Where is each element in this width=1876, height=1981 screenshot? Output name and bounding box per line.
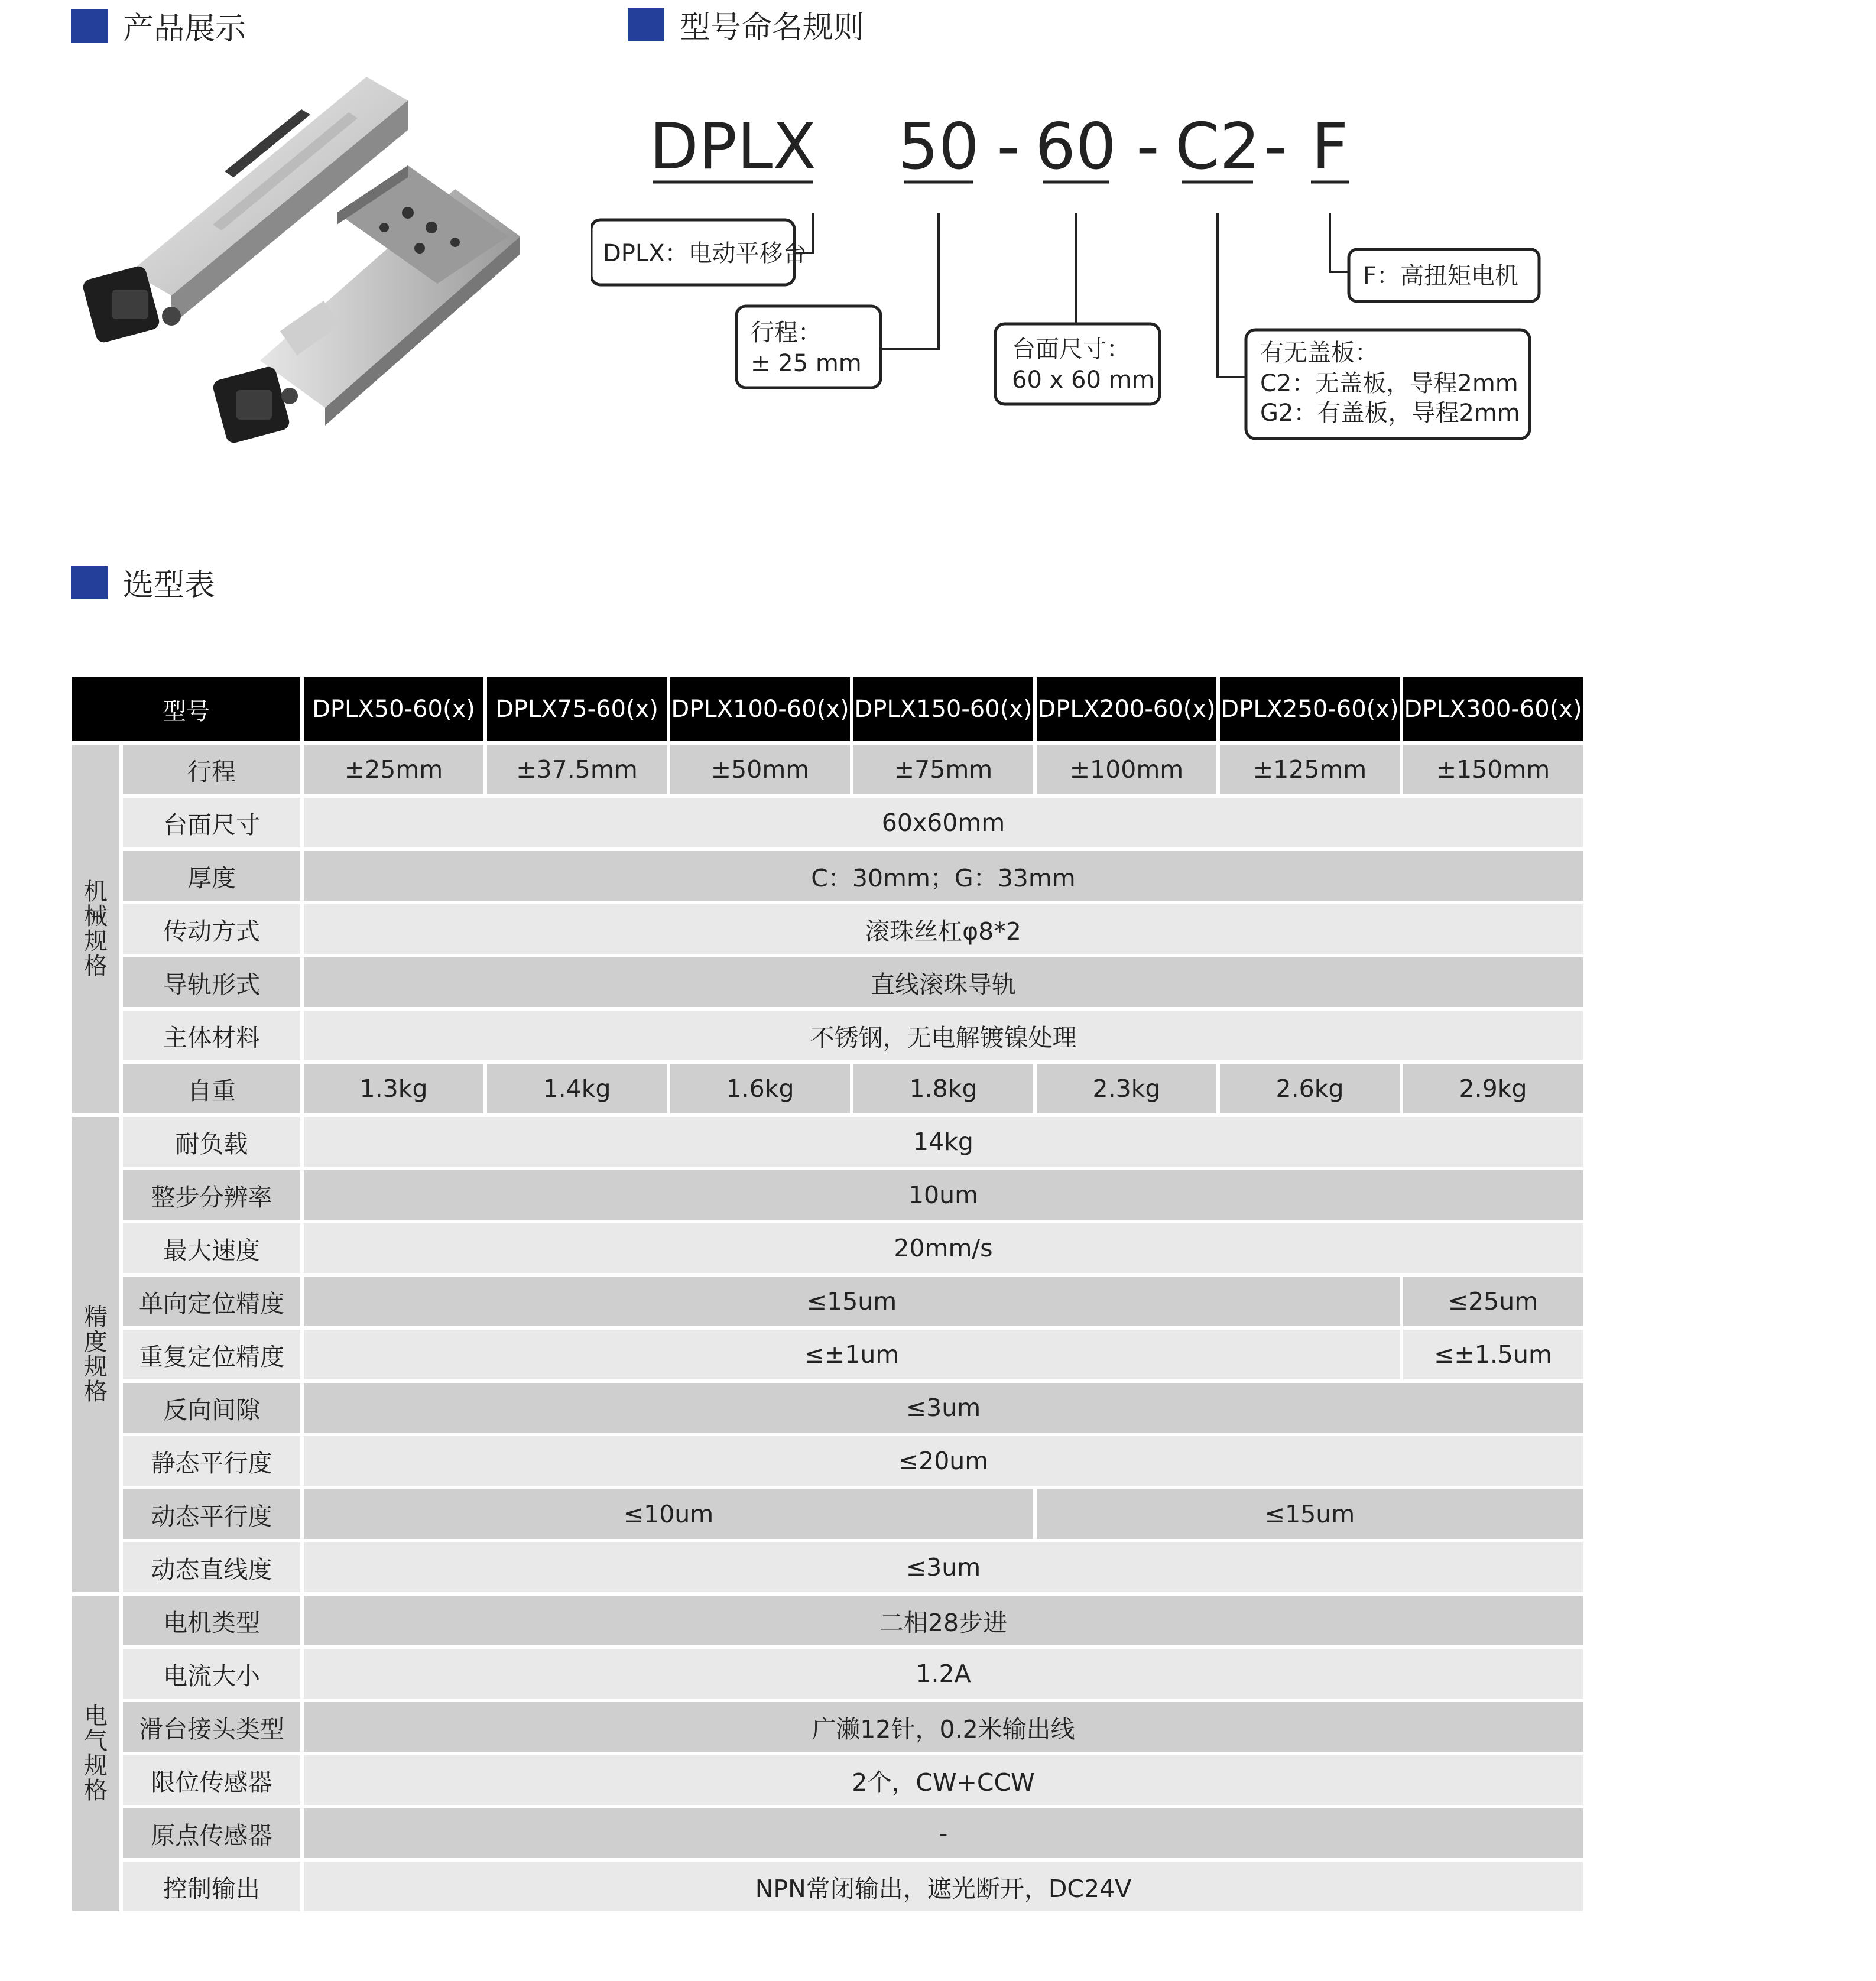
param-value: 20mm/s bbox=[304, 1223, 1583, 1273]
table-row bbox=[72, 1436, 1583, 1486]
group-label-text: 精度规格 bbox=[84, 1304, 108, 1405]
param-name: 单向定位精度 bbox=[123, 1277, 300, 1326]
table-body bbox=[72, 745, 1583, 1911]
param-name: 主体材料 bbox=[123, 1011, 300, 1060]
header-model: DPLX200-60(x) bbox=[1037, 677, 1216, 741]
param-value: NPN常闭输出，遮光断开，DC24V bbox=[304, 1862, 1583, 1911]
group-label bbox=[72, 745, 119, 1113]
param-name: 控制输出 bbox=[123, 1862, 300, 1911]
param-value: 14kg bbox=[304, 1117, 1583, 1167]
param-name: 传动方式 bbox=[123, 904, 300, 954]
box-size-line: 台面尺寸： bbox=[1012, 336, 1130, 363]
table-row bbox=[72, 1330, 1583, 1379]
table-row bbox=[72, 798, 1583, 847]
param-value: ≤±1um bbox=[304, 1330, 1400, 1379]
param-name: 动态直线度 bbox=[123, 1542, 300, 1592]
param-name: 反向间隙 bbox=[123, 1383, 300, 1433]
param-value: 10um bbox=[304, 1170, 1583, 1220]
param-value: 1.2A bbox=[304, 1649, 1583, 1699]
param-name: 限位传感器 bbox=[123, 1755, 300, 1805]
header-model: DPLX250-60(x) bbox=[1220, 677, 1400, 741]
table-row bbox=[72, 1702, 1583, 1752]
header-model: DPLX75-60(x) bbox=[487, 677, 667, 741]
param-name: 静态平行度 bbox=[123, 1436, 300, 1486]
table-row bbox=[72, 904, 1583, 954]
param-value: 1.8kg bbox=[853, 1064, 1033, 1113]
segment-motor: F bbox=[1311, 110, 1349, 184]
param-value: 2.6kg bbox=[1220, 1064, 1400, 1113]
header-model: DPLX300-60(x) bbox=[1403, 677, 1583, 741]
param-name: 滑台接头类型 bbox=[123, 1702, 300, 1752]
box-cover-line: G2：有盖板，导程2mm bbox=[1260, 400, 1520, 427]
param-name: 厚度 bbox=[123, 851, 300, 901]
param-value: ≤±1.5um bbox=[1403, 1330, 1583, 1379]
param-value: 广濑12针，0.2米输出线 bbox=[304, 1702, 1583, 1752]
segment-stroke: 50 bbox=[898, 110, 979, 184]
param-name: 电机类型 bbox=[123, 1596, 300, 1645]
param-value: ±25mm bbox=[304, 745, 483, 794]
param-value: ≤15um bbox=[304, 1277, 1400, 1326]
segment-size: 60 bbox=[1035, 110, 1116, 184]
param-value: ±75mm bbox=[853, 745, 1033, 794]
param-name: 最大速度 bbox=[123, 1223, 300, 1273]
section-title: 型号命名规则 bbox=[680, 10, 865, 46]
table-header-row bbox=[72, 677, 1583, 741]
table-row bbox=[72, 745, 1583, 794]
param-value: ≤25um bbox=[1403, 1277, 1583, 1326]
param-value: 不锈钢，无电解镀镍处理 bbox=[304, 1011, 1583, 1060]
header-model: DPLX150-60(x) bbox=[853, 677, 1033, 741]
box-stroke-line: ± 25 mm bbox=[751, 350, 862, 377]
header-model: DPLX50-60(x) bbox=[304, 677, 483, 741]
param-value: 1.3kg bbox=[304, 1064, 483, 1113]
header-model: DPLX100-60(x) bbox=[670, 677, 850, 741]
box-stroke-line: 行程： bbox=[751, 319, 822, 346]
table-row bbox=[72, 1755, 1583, 1805]
param-value: ±37.5mm bbox=[487, 745, 667, 794]
box-series-line: DPLX：电动平移台 bbox=[603, 240, 807, 267]
param-value: C：30mm；G：33mm bbox=[304, 851, 1583, 901]
section-marker bbox=[71, 566, 108, 599]
segment-separator: - bbox=[1136, 110, 1160, 184]
group-label-text: 电气规格 bbox=[84, 1703, 108, 1804]
table-row bbox=[72, 1277, 1583, 1326]
param-value: 2.3kg bbox=[1037, 1064, 1216, 1113]
segment-separator: - bbox=[997, 110, 1020, 184]
box-cover-line: 有无盖板： bbox=[1260, 339, 1378, 366]
param-name: 重复定位精度 bbox=[123, 1330, 300, 1379]
header-model-label: 型号 bbox=[72, 677, 300, 741]
param-value: 2.9kg bbox=[1403, 1064, 1583, 1113]
table-row bbox=[72, 957, 1583, 1007]
section-title: 产品展示 bbox=[123, 11, 246, 47]
param-value: ≤20um bbox=[304, 1436, 1583, 1486]
param-name: 整步分辨率 bbox=[123, 1170, 300, 1220]
selection-table bbox=[69, 674, 1586, 1915]
group-label bbox=[72, 1596, 119, 1911]
table-row bbox=[72, 1064, 1583, 1113]
param-value: 1.4kg bbox=[487, 1064, 667, 1113]
param-value: 直线滚珠导轨 bbox=[304, 957, 1583, 1007]
segment-cover: C2 bbox=[1174, 110, 1261, 184]
box-motor-line: F：高扭矩电机 bbox=[1363, 262, 1519, 290]
table-row bbox=[72, 1383, 1583, 1433]
table-row bbox=[72, 1117, 1583, 1167]
box-size-line: 60 x 60 mm bbox=[1012, 366, 1155, 394]
section-heading-naming bbox=[628, 2, 864, 47]
param-name: 行程 bbox=[123, 745, 300, 794]
param-name: 台面尺寸 bbox=[123, 798, 300, 847]
table-row bbox=[72, 1649, 1583, 1699]
param-name: 电流大小 bbox=[123, 1649, 300, 1699]
param-value: 二相28步进 bbox=[304, 1596, 1583, 1645]
param-value: - bbox=[304, 1808, 1583, 1858]
group-label-text: 机械规格 bbox=[84, 878, 108, 980]
group-label bbox=[72, 1117, 119, 1592]
table-row bbox=[72, 1542, 1583, 1592]
table-row bbox=[72, 851, 1583, 901]
param-value: ±50mm bbox=[670, 745, 850, 794]
param-name: 耐负载 bbox=[123, 1117, 300, 1167]
param-name: 原点传感器 bbox=[123, 1808, 300, 1858]
product-image bbox=[77, 77, 550, 455]
param-value: ≤3um bbox=[304, 1383, 1583, 1433]
table-row bbox=[72, 1170, 1583, 1220]
section-marker bbox=[628, 8, 664, 41]
param-value: ±100mm bbox=[1037, 745, 1216, 794]
table-row bbox=[72, 1808, 1583, 1858]
table-row bbox=[72, 1011, 1583, 1060]
param-value: ±150mm bbox=[1403, 745, 1583, 794]
section-heading-selection bbox=[71, 560, 215, 605]
param-value: ≤10um bbox=[304, 1489, 1033, 1539]
param-value: ≤3um bbox=[304, 1542, 1583, 1592]
param-value: 1.6kg bbox=[670, 1064, 850, 1113]
param-name: 动态平行度 bbox=[123, 1489, 300, 1539]
box-cover-line: C2：无盖板，导程2mm bbox=[1260, 370, 1518, 397]
table-row bbox=[72, 1489, 1583, 1539]
param-value: 2个，CW+CCW bbox=[304, 1755, 1583, 1805]
param-value: ≤15um bbox=[1037, 1489, 1583, 1539]
table-row bbox=[72, 1223, 1583, 1273]
section-heading-product bbox=[71, 4, 246, 48]
param-value: 滚珠丝杠φ8*2 bbox=[304, 904, 1583, 954]
param-value: 60x60mm bbox=[304, 798, 1583, 847]
param-name: 自重 bbox=[123, 1064, 300, 1113]
table-row bbox=[72, 1596, 1583, 1645]
naming-diagram bbox=[591, 95, 1549, 449]
section-marker bbox=[71, 9, 108, 43]
segment-separator: - bbox=[1264, 110, 1287, 184]
section-title: 选型表 bbox=[123, 568, 216, 603]
table-row bbox=[72, 1862, 1583, 1911]
segment-series: DPLX bbox=[649, 110, 817, 184]
param-name: 导轨形式 bbox=[123, 957, 300, 1007]
param-value: ±125mm bbox=[1220, 745, 1400, 794]
